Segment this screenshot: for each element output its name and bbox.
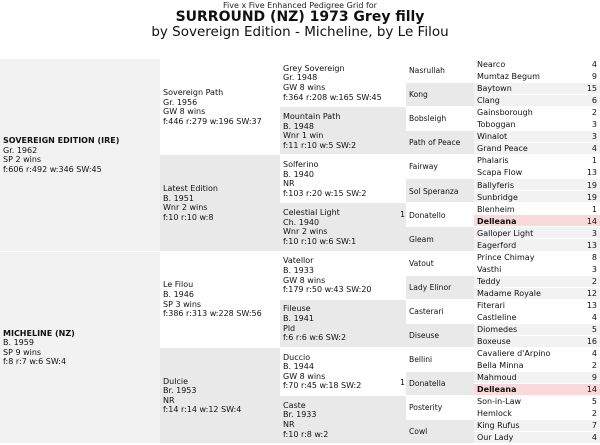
horse-name[interactable]: Phalaris (477, 156, 509, 166)
horse-text (283, 256, 404, 294)
horse-name[interactable]: Diseuse (409, 330, 440, 340)
family-number: 4 (591, 60, 597, 70)
horse-name[interactable]: Duccio (283, 352, 311, 362)
gen4-cell (406, 82, 474, 106)
horse-name[interactable]: Bella Minna (477, 360, 524, 370)
horse-name[interactable]: Sunbridge (477, 192, 518, 202)
horse-name[interactable]: Teddy (477, 276, 501, 286)
gen5-cell (474, 335, 600, 347)
gen5-cell (474, 142, 600, 154)
family-number: 5 (591, 397, 597, 407)
family-number: 3 (591, 228, 597, 238)
gen5-cell (474, 263, 600, 275)
gen2-cell (160, 154, 280, 250)
gen5-cell (474, 371, 600, 383)
gen5-cell (474, 202, 600, 214)
horse-name[interactable]: Vatellor (283, 256, 314, 266)
horse-name[interactable]: Boxeuse (477, 336, 511, 346)
horse-name[interactable]: Bobsleigh (409, 114, 447, 124)
gen5-cell (474, 407, 600, 419)
horse-text (163, 88, 278, 126)
family-number: 8 (591, 252, 597, 262)
horse-detail: f:179 r:50 w:43 SW:20 (283, 285, 372, 295)
gen4-cell (406, 58, 474, 82)
horse-detail: f:10 r:10 w:6 SW:1 (283, 237, 357, 247)
family-number: 7 (591, 421, 597, 431)
gen5-cell (474, 251, 600, 263)
horse-detail: NR (163, 395, 175, 405)
horse-detail: f:364 r:208 w:165 SW:45 (283, 92, 382, 102)
family-number: 1 (591, 204, 597, 214)
horse-detail: B. 1951 (163, 193, 194, 203)
family-number: 6 (591, 96, 597, 106)
gen5-cell (474, 58, 600, 70)
family-number: 4 (591, 348, 597, 358)
gen5-cell (474, 299, 600, 311)
horse-name[interactable]: Gleam (409, 234, 434, 244)
horse-text (409, 427, 472, 437)
horse-detail: GW 8 wins (283, 275, 326, 285)
gen4-cell (406, 371, 474, 395)
family-number: 4 (591, 144, 597, 154)
horse-name[interactable]: Solferino (283, 160, 319, 170)
gen2-cell (160, 58, 280, 154)
gen4-cell (406, 323, 474, 347)
horse-text (283, 64, 404, 102)
horse-text (3, 136, 158, 174)
horse-name[interactable]: Clang (477, 96, 500, 106)
horse-text (409, 90, 472, 100)
horse-name[interactable]: Le Filou (163, 280, 194, 290)
horse-detail: f:386 r:313 w:228 SW:56 (163, 309, 262, 319)
family-number: 9 (591, 72, 597, 82)
horse-detail: f:606 r:492 w:346 SW:45 (3, 164, 102, 174)
family-number: 2 (591, 108, 597, 118)
gen2-cell (160, 347, 280, 443)
horse-name[interactable]: Posterity (409, 403, 443, 413)
horse-detail: SP 3 wins (163, 299, 202, 309)
horse-name[interactable]: Grand Peace (477, 144, 528, 154)
horse-name[interactable]: Delleana (477, 385, 517, 395)
horse-detail: f:10 r:10 w:8 (163, 212, 214, 222)
page-byline: by Sovereign Edition - Micheline, by Le Filou (151, 24, 449, 40)
horse-text (409, 138, 472, 148)
horse-detail: Wnr 2 wins (163, 203, 208, 213)
gen5-cell (474, 190, 600, 202)
gen3-cell (280, 299, 406, 347)
family-number: 3 (591, 132, 597, 142)
horse-detail: B. 1948 (283, 121, 314, 131)
gen4-cell (406, 251, 474, 275)
horse-name[interactable]: Prince Chimay (477, 252, 535, 262)
gen5-cell (474, 323, 600, 335)
horse-text (163, 377, 278, 415)
horse-detail: GW 8 wins (163, 107, 206, 117)
horse-detail: Gr. 1956 (163, 97, 198, 107)
horse-text (283, 304, 404, 342)
horse-detail: f:103 r:20 w:15 SW:2 (283, 188, 367, 198)
horse-name[interactable]: Bellini (409, 354, 433, 364)
family-number: 13 (586, 168, 597, 178)
horse-detail: Ch. 1940 (283, 217, 320, 227)
horse-text (409, 66, 472, 76)
horse-detail: Pld (283, 323, 296, 333)
horse-name[interactable]: Nearco (477, 60, 506, 70)
horse-name[interactable]: Grey Sovereign (283, 63, 345, 73)
gen3-cell (280, 58, 406, 106)
horse-name[interactable]: Baytown (477, 84, 512, 94)
horse-name[interactable]: Fileuse (283, 304, 311, 314)
horse-name[interactable]: Kong (409, 90, 428, 100)
horse-name[interactable]: Cowl (409, 427, 428, 437)
horse-name[interactable]: Toboggan (477, 120, 516, 130)
gen5-cell (474, 419, 600, 431)
gen5-cell (474, 106, 600, 118)
gen4-cell (406, 178, 474, 202)
horse-name[interactable]: MICHELINE (NZ) (3, 328, 75, 338)
gen5-cell (474, 130, 600, 142)
horse-detail: f:8 r:7 w:6 SW:4 (3, 357, 67, 367)
family-number: 2 (591, 360, 597, 370)
horse-name[interactable]: Latest Edition (163, 184, 218, 194)
horse-detail: GW 8 wins (283, 83, 326, 93)
horse-detail: NR (283, 179, 295, 189)
gen3-cell (280, 202, 406, 250)
gen4-cell (406, 202, 474, 226)
horse-name[interactable]: Sol Speranza (409, 186, 459, 196)
horse-name[interactable]: Diomedes (477, 324, 518, 334)
gen4-cell (406, 299, 474, 323)
horse-text (409, 379, 472, 389)
horse-detail: Wnr 2 wins (283, 227, 328, 237)
horse-name[interactable]: Casterari (409, 306, 444, 316)
horse-name[interactable]: Castleline (477, 312, 517, 322)
gen5-cell (474, 118, 600, 130)
horse-name[interactable]: King Rufus (477, 421, 520, 431)
gen3-cell (280, 106, 406, 154)
horse-name[interactable]: Donatella (409, 379, 446, 389)
horse-detail: f:11 r:10 w:5 SW:2 (283, 140, 357, 150)
horse-detail: SP 9 wins (3, 347, 42, 357)
horse-text (409, 331, 472, 341)
horse-detail: Gr. 1962 (3, 145, 38, 155)
family-number: 4 (591, 433, 597, 443)
horse-name[interactable]: Fiterari (477, 300, 506, 310)
horse-name[interactable]: Cavaliere d'Arpino (477, 348, 551, 358)
horse-detail: B. 1941 (283, 314, 314, 324)
gen4-cell (406, 130, 474, 154)
gen4-cell (406, 106, 474, 130)
horse-text (409, 187, 472, 197)
family-number: 19 (586, 180, 597, 190)
horse-name[interactable]: Path of Peace (409, 138, 461, 148)
horse-detail: NR (283, 419, 295, 429)
pedigree-grid (0, 58, 600, 443)
gen3-cell (280, 347, 406, 395)
horse-name[interactable]: Mumtaz Begum (477, 72, 540, 82)
family-number: 5 (591, 324, 597, 334)
gen5-cell (474, 178, 600, 190)
horse-detail: GW 8 wins (283, 371, 326, 381)
gen5-cell (474, 154, 600, 166)
horse-text (283, 401, 404, 439)
gen4-cell (406, 154, 474, 178)
horse-text (283, 208, 404, 246)
horse-text (409, 211, 472, 221)
gen5-cell (474, 70, 600, 82)
horse-text (409, 283, 472, 293)
horse-text (409, 259, 472, 269)
horse-text (409, 114, 472, 124)
horse-detail: f:6 r:6 w:6 SW:2 (283, 333, 347, 343)
horse-name[interactable]: Vasthi (477, 264, 502, 274)
family-number: 13 (586, 300, 597, 310)
gen5-cell (474, 431, 600, 443)
horse-name[interactable]: Nasrullah (409, 66, 445, 76)
horse-name[interactable]: Celestial Light (283, 208, 340, 218)
duplicate-count: 1 (400, 378, 406, 388)
gen5-cell (474, 94, 600, 106)
gen5-cell (474, 166, 600, 178)
horse-text (163, 184, 278, 222)
horse-name[interactable]: Ballyferis (477, 180, 514, 190)
gen5-cell (474, 82, 600, 94)
family-number: 13 (586, 240, 597, 250)
duplicate-count: 1 (400, 209, 406, 219)
horse-detail: f:446 r:279 w:196 SW:37 (163, 116, 262, 126)
horse-name[interactable]: Vatout (409, 258, 434, 268)
horse-text (409, 162, 472, 172)
gen1-cell (0, 58, 160, 251)
horse-text (409, 403, 472, 413)
horse-text (163, 280, 278, 318)
horse-detail: SP 2 wins (3, 155, 42, 165)
horse-detail: Gr. 1948 (283, 73, 318, 83)
horse-name[interactable]: SOVEREIGN EDITION (IRE) (3, 136, 120, 146)
family-number: 2 (591, 409, 597, 419)
gen3-cell (280, 154, 406, 202)
horse-text (409, 235, 472, 245)
page-subtitle: Five x Five Enhanced Pedigree Grid for (223, 1, 377, 10)
gen5-cell (474, 311, 600, 323)
horse-name[interactable]: Our Lady (477, 433, 514, 443)
family-number: 14 (586, 385, 597, 395)
family-number: 9 (591, 373, 597, 383)
horse-detail: Br. 1933 (283, 410, 317, 420)
horse-name[interactable]: Lady Elinor (409, 282, 452, 292)
family-number: 16 (586, 336, 597, 346)
horse-text (283, 160, 404, 198)
horse-name[interactable]: Eagerford (477, 240, 517, 250)
gen1-cell (0, 251, 160, 444)
family-number: 15 (586, 84, 597, 94)
horse-detail: f:10 r:8 w:2 (283, 429, 329, 439)
gen5-cell (474, 226, 600, 238)
horse-name[interactable]: Mahmoud (477, 373, 517, 383)
family-number: 12 (586, 288, 597, 298)
family-number: 3 (591, 264, 597, 274)
horse-name[interactable]: Sovereign Path (163, 87, 224, 97)
horse-detail: Wnr 1 win (283, 131, 324, 141)
gen3-cell (280, 395, 406, 443)
gen5-cell (474, 359, 600, 371)
horse-text (409, 355, 472, 365)
horse-name[interactable]: Gainsborough (477, 108, 533, 118)
horse-text (283, 353, 404, 391)
gen5-cell (474, 383, 600, 395)
horse-name[interactable]: Fairway (409, 162, 438, 172)
gen4-cell (406, 347, 474, 371)
horse-detail: B. 1940 (283, 169, 314, 179)
horse-name[interactable]: Delleana (477, 216, 517, 226)
gen5-cell (474, 214, 600, 226)
family-number: 4 (591, 312, 597, 322)
gen5-cell (474, 238, 600, 250)
horse-name[interactable]: Caste (283, 400, 306, 410)
gen3-cell (280, 251, 406, 299)
gen5-cell (474, 275, 600, 287)
gen2-cell (160, 251, 280, 347)
horse-detail: B. 1946 (163, 290, 194, 300)
horse-text (3, 329, 158, 367)
gen4-cell (406, 226, 474, 250)
horse-name[interactable]: Galloper Light (477, 228, 534, 238)
family-number: 2 (591, 276, 597, 286)
gen5-cell (474, 347, 600, 359)
horse-name[interactable]: Donatello (409, 210, 446, 220)
horse-detail: B. 1959 (3, 338, 34, 348)
horse-text (409, 307, 472, 317)
horse-name[interactable]: Mountain Path (283, 111, 341, 121)
horse-detail: Br. 1953 (163, 386, 197, 396)
horse-name[interactable]: Madame Royale (477, 288, 541, 298)
page-title: SURROUND (NZ) 1973 Grey filly (175, 9, 425, 25)
gen5-cell (474, 395, 600, 407)
family-number: 19 (586, 192, 597, 202)
horse-detail: B. 1944 (283, 362, 314, 372)
family-number: 3 (591, 120, 597, 130)
horse-name[interactable]: Scapa Flow (477, 168, 523, 178)
gen4-cell (406, 419, 474, 443)
horse-detail: B. 1933 (283, 265, 314, 275)
horse-detail: f:70 r:45 w:18 SW:2 (283, 381, 362, 391)
horse-name[interactable]: Son-in-Law (477, 397, 522, 407)
horse-name[interactable]: Blenheim (477, 204, 515, 214)
horse-name[interactable]: Dulcie (163, 376, 188, 386)
gen4-cell (406, 395, 474, 419)
horse-name[interactable]: Hemlock (477, 409, 512, 419)
family-number: 1 (591, 156, 597, 166)
horse-text (283, 112, 404, 150)
gen5-cell (474, 287, 600, 299)
family-number: 14 (586, 216, 597, 226)
horse-detail: f:14 r:14 w:12 SW:4 (163, 405, 242, 415)
gen4-cell (406, 275, 474, 299)
horse-name[interactable]: Winalot (477, 132, 508, 142)
